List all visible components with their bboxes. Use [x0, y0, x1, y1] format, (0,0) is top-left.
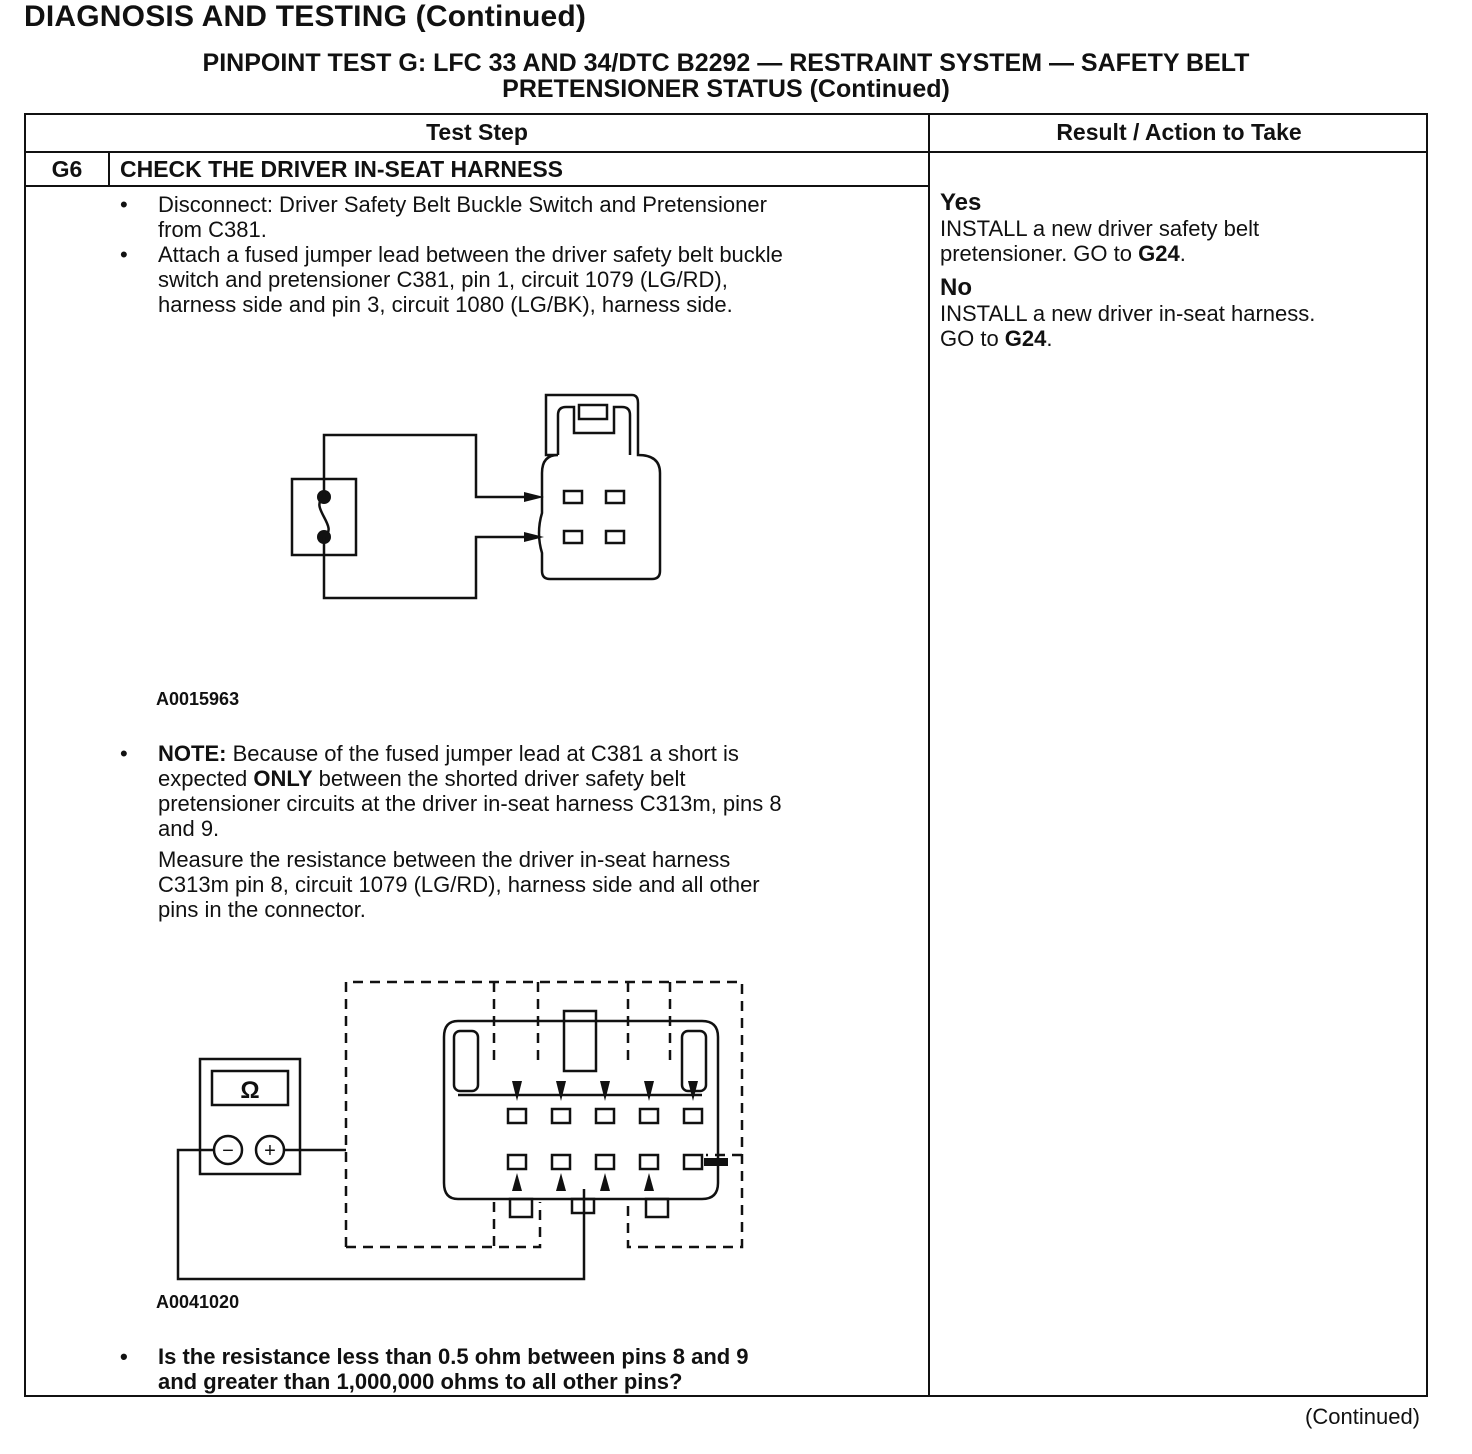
probe-tip	[644, 1173, 654, 1191]
note-text: between the shorted driver safety belt	[312, 766, 686, 791]
connector-keyway	[454, 1031, 478, 1091]
ohmmeter-diagram	[176, 977, 776, 1297]
step-reference: G24	[1138, 241, 1180, 266]
bullet-line: Disconnect: Driver Safety Belt Buckle Switch and Pretensioner	[158, 192, 767, 217]
c313m-pin	[552, 1109, 570, 1123]
result-line	[940, 241, 1259, 266]
bullet-dot: •	[120, 1344, 128, 1369]
result-text-part: .	[1179, 241, 1186, 266]
probe-tip	[556, 1173, 566, 1191]
pin-row-top	[508, 1109, 702, 1123]
figure-code-1: A0015963	[156, 689, 240, 709]
bullet-line: and 9.	[158, 816, 220, 841]
result-no-text	[940, 301, 1315, 351]
note-label: NOTE:	[158, 741, 227, 766]
bullet-line	[158, 766, 782, 791]
test-table	[24, 113, 1428, 1397]
step-title: CHECK THE DRIVER IN-SEAT HARNESS	[120, 156, 563, 182]
probe-tip	[600, 1081, 610, 1101]
probe-tip	[524, 532, 544, 542]
c313m-pin	[596, 1109, 614, 1123]
bullet-note	[120, 741, 782, 922]
pin-row-bottom	[508, 1155, 702, 1169]
ohm-symbol: Ω	[240, 1077, 260, 1104]
result-text-part: GO to	[940, 326, 1005, 351]
bullet-line: and greater than 1,000,000 ohms to all other pins?	[158, 1369, 683, 1394]
jumper-wire-top	[324, 435, 526, 497]
bullet-disconnect	[120, 192, 767, 242]
result-header: Result / Action to Take	[1056, 119, 1302, 145]
step-id: G6	[26, 153, 110, 185]
result-line: INSTALL a new driver safety belt	[940, 216, 1260, 241]
jumper-wire-bottom	[324, 537, 526, 598]
c381-pin	[606, 531, 624, 543]
c313m-pin	[640, 1155, 658, 1169]
bullet-line: Attach a fused jumper lead between the driver safety belt buckle	[158, 242, 783, 267]
c313m-pin	[552, 1155, 570, 1169]
bullet-attach-jumper	[120, 242, 783, 317]
pinpoint-test-title	[24, 50, 1428, 102]
bullet-line: pretensioner circuits at the driver in-seat harness C313m, pins 8	[158, 791, 782, 816]
c313m-pin	[684, 1109, 702, 1123]
result-no-label: No	[940, 274, 972, 301]
bullet-line: Is the resistance less than 0.5 ohm between pins 8 and 9	[158, 1344, 749, 1369]
bullet-dot: •	[120, 741, 128, 766]
probe-tip	[512, 1173, 522, 1191]
bullet-line: harness side and pin 3, circuit 1080 (LG/BK), harness side.	[158, 292, 733, 317]
test-step-header: Test Step	[426, 119, 528, 145]
note-text: expected	[158, 766, 254, 791]
result-text-part: pretensioner. GO to	[940, 241, 1139, 266]
bullet-question	[120, 1344, 749, 1394]
probe-tip	[600, 1173, 610, 1191]
bullet-line	[158, 741, 782, 766]
bullet-line: from C381.	[158, 217, 267, 242]
result-line	[940, 326, 1315, 351]
title-line-1: PINPOINT TEST G: LFC 33 AND 34/DTC B2292 — RESTRAINT SYSTEM — SAFETY BELT	[202, 49, 1250, 77]
probe-tip	[556, 1081, 566, 1101]
connector-c313m-body	[444, 1021, 718, 1199]
minus-sign: −	[222, 1140, 234, 1162]
emphasis-only: ONLY	[253, 766, 313, 791]
bullet-dot: •	[120, 192, 128, 217]
c381-pin	[564, 491, 582, 503]
c381-pin	[606, 491, 624, 503]
c313m-pin	[684, 1155, 702, 1169]
measure-instructions	[158, 847, 782, 922]
page-header: DIAGNOSIS AND TESTING (Continued)	[24, 0, 587, 33]
result-text-part: .	[1046, 326, 1053, 351]
bullet-line: C313m pin 8, circuit 1079 (LG/RD), harness side and all other	[158, 872, 760, 897]
note-text: Because of the fused jumper lead at C381 a short is	[226, 741, 739, 766]
c313m-pin	[508, 1109, 526, 1123]
result-line: INSTALL a new driver in-seat harness.	[940, 301, 1316, 326]
connector-foot	[646, 1199, 668, 1217]
connector-latch	[579, 405, 607, 419]
c313m-pin	[640, 1109, 658, 1123]
c313m-pin	[596, 1155, 614, 1169]
probe-tip	[704, 1158, 728, 1166]
connector-foot	[510, 1199, 532, 1217]
plus-sign: +	[264, 1140, 276, 1162]
figure-code-2: A0041020	[156, 1292, 240, 1312]
bullet-dot: •	[120, 242, 128, 267]
result-yes-text	[940, 216, 1259, 266]
continued-label: (Continued)	[1305, 1404, 1420, 1429]
fused-jumper-diagram	[288, 393, 688, 603]
probe-tips	[512, 1081, 728, 1191]
column-divider	[928, 115, 930, 1395]
probe-tip	[512, 1081, 522, 1101]
title-line-2: PRETENSIONER STATUS (Continued)	[502, 75, 950, 103]
bullet-line: switch and pretensioner C381, pin 1, circuit 1079 (LG/RD),	[158, 267, 728, 292]
bullet-line: Measure the resistance between the driver in-seat harness	[158, 847, 731, 872]
c381-pin	[564, 531, 582, 543]
c313m-pin	[508, 1155, 526, 1169]
probe-tip	[644, 1081, 654, 1101]
step-reference: G24	[1004, 326, 1047, 351]
connector-shroud	[558, 407, 630, 455]
step-row	[26, 153, 928, 187]
result-yes-label: Yes	[940, 189, 982, 216]
bullet-line: pins in the connector.	[158, 897, 366, 922]
